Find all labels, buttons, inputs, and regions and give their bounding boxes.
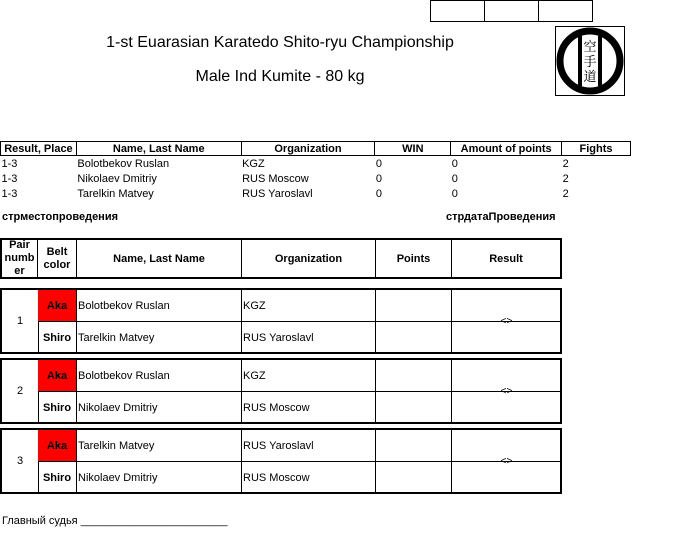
table-row bbox=[1, 186, 631, 201]
pair-block bbox=[0, 288, 562, 354]
shiro-belt: Shiro bbox=[38, 462, 77, 493]
shiro-name: Nikolaev Dmitriy bbox=[77, 462, 242, 493]
karate-logo bbox=[555, 26, 625, 96]
col-name: Name, Last Name bbox=[77, 240, 242, 277]
cell-name: Bolotbekov Ruslan bbox=[77, 157, 170, 170]
aka-name: Tarelkin Matvey bbox=[77, 430, 242, 461]
cell-win: 0 bbox=[375, 187, 383, 200]
cell-points: 0 bbox=[451, 187, 458, 200]
logo-char-1: 空 bbox=[583, 40, 597, 55]
pair-block bbox=[0, 428, 562, 494]
shiro-points-cell[interactable] bbox=[376, 392, 452, 423]
cell-win: 0 bbox=[375, 172, 383, 185]
cell-fights: 2 bbox=[562, 157, 569, 170]
shiro-points-cell[interactable] bbox=[376, 462, 452, 493]
col-name: Name, Last Name bbox=[76, 142, 241, 156]
col-win: WIN bbox=[375, 142, 451, 156]
venue-label: стрместопроведения bbox=[2, 211, 119, 223]
pair-number: 1 bbox=[2, 290, 39, 352]
logo-char-2: 手 bbox=[583, 55, 597, 70]
page-title: 1-st Euarasian Karatedo Shito-ryu Championship bbox=[106, 34, 454, 51]
cell-win: 0 bbox=[375, 157, 383, 170]
aka-org: RUS Yaroslavl bbox=[242, 430, 376, 461]
aka-belt: Aka bbox=[38, 430, 77, 461]
date-label: стрдатаПроведения bbox=[446, 211, 556, 223]
pair-block bbox=[0, 358, 562, 424]
cell-place: 1-3 bbox=[1, 187, 18, 200]
cell-place: 1-3 bbox=[1, 172, 18, 185]
shiro-org: RUS Moscow bbox=[242, 392, 376, 423]
results-table bbox=[0, 141, 631, 201]
cell-org: RUS Yaroslavl bbox=[242, 187, 313, 200]
pair-number: 2 bbox=[2, 360, 39, 422]
top-stamp-boxes bbox=[430, 0, 593, 22]
cell-points: 0 bbox=[451, 157, 458, 170]
results-header-row bbox=[1, 142, 631, 156]
col-belt-color: Belt color bbox=[38, 240, 77, 277]
chief-judge-signature: Главный судья ________________________ bbox=[2, 515, 228, 527]
cell-fights: 2 bbox=[562, 172, 569, 185]
aka-belt: Aka bbox=[38, 360, 77, 391]
shiro-belt: Shiro bbox=[38, 392, 77, 423]
shiro-belt: Shiro bbox=[38, 322, 77, 353]
pair-result: <> bbox=[500, 315, 513, 327]
aka-points-cell[interactable] bbox=[376, 430, 452, 461]
aka-points-cell[interactable] bbox=[376, 290, 452, 321]
aka-name: Bolotbekov Ruslan bbox=[77, 290, 242, 321]
logo-char-3: 道 bbox=[583, 70, 597, 85]
aka-points-cell[interactable] bbox=[376, 360, 452, 391]
stamp-box bbox=[485, 1, 539, 21]
table-row bbox=[1, 171, 631, 186]
shiro-name: Nikolaev Dmitriy bbox=[77, 392, 242, 423]
aka-org: KGZ bbox=[242, 290, 376, 321]
cell-points: 0 bbox=[451, 172, 458, 185]
table-row bbox=[1, 156, 631, 172]
shiro-org: RUS Moscow bbox=[242, 462, 376, 493]
col-pair-number: Pair numb er bbox=[2, 240, 38, 277]
col-points: Points bbox=[376, 240, 452, 277]
col-organization: Organization bbox=[241, 142, 375, 156]
aka-name: Bolotbekov Ruslan bbox=[77, 360, 242, 391]
shiro-org: RUS Yaroslavl bbox=[242, 322, 376, 353]
col-fights: Fights bbox=[562, 142, 631, 156]
pair-number: 3 bbox=[2, 430, 39, 492]
pair-result: <> bbox=[500, 385, 513, 397]
karate-logo-icon bbox=[556, 27, 624, 95]
cell-org: KGZ bbox=[242, 157, 265, 170]
col-amount-points: Amount of points bbox=[451, 142, 562, 156]
cell-name: Tarelkin Matvey bbox=[77, 187, 154, 200]
cell-org: RUS Moscow bbox=[242, 172, 309, 185]
stamp-box bbox=[431, 1, 485, 21]
cell-fights: 2 bbox=[562, 187, 569, 200]
pair-result: <> bbox=[500, 455, 513, 467]
aka-org: KGZ bbox=[242, 360, 376, 391]
shiro-points-cell[interactable] bbox=[376, 322, 452, 353]
stamp-box bbox=[539, 1, 592, 21]
cell-place: 1-3 bbox=[1, 157, 18, 170]
page-subtitle: Male Ind Kumite - 80 kg bbox=[195, 68, 365, 85]
col-result-place: Result, Place bbox=[1, 142, 77, 156]
col-organization: Organization bbox=[242, 240, 376, 277]
cell-name: Nikolaev Dmitriy bbox=[77, 172, 157, 185]
aka-belt: Aka bbox=[38, 290, 77, 321]
col-result: Result bbox=[489, 252, 523, 265]
shiro-name: Tarelkin Matvey bbox=[77, 322, 242, 353]
bracket-header bbox=[0, 238, 562, 279]
